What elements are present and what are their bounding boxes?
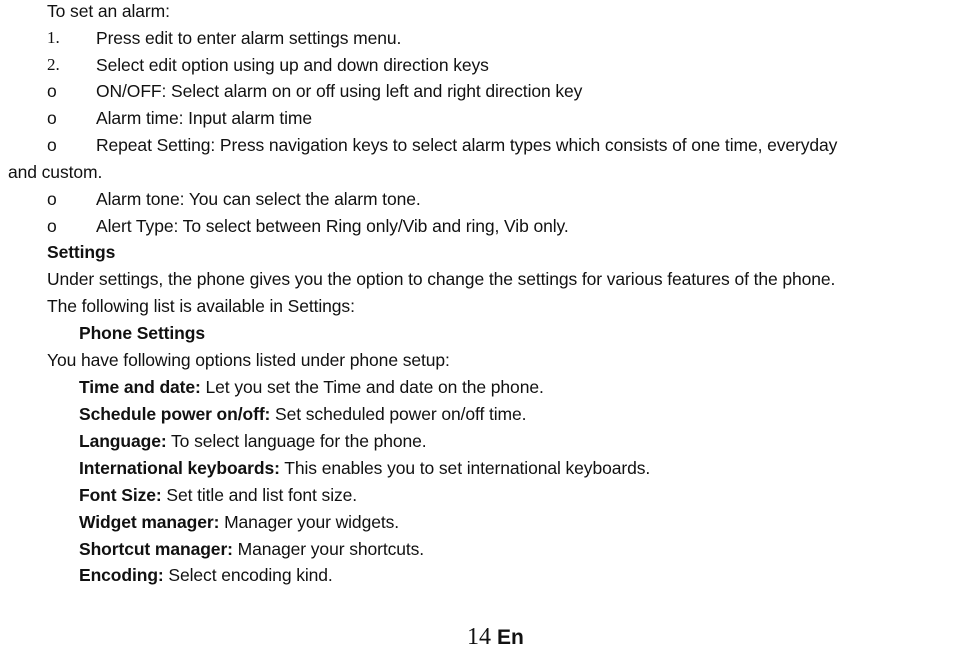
settings-heading: Settings xyxy=(47,242,116,262)
settings-item-term: Encoding: xyxy=(79,565,164,585)
option-text: ON/OFF: Select alarm on or off using left and right direction key xyxy=(96,81,583,101)
settings-item-term: Language: xyxy=(79,431,167,451)
option-text: Repeat Setting: Press navigation keys to select alarm types which consists of one time, everyday xyxy=(96,135,838,155)
language-label: En xyxy=(497,626,524,649)
settings-item-term: Font Size: xyxy=(79,485,162,505)
step-number: 2. xyxy=(47,55,60,74)
bullet-marker: o xyxy=(47,108,57,128)
settings-item-desc: This enables you to set international keyboards. xyxy=(279,458,651,478)
option-text: Alarm tone: You can select the alarm tone. xyxy=(96,189,421,209)
settings-item-desc: Set scheduled power on/off time. xyxy=(270,404,527,424)
settings-item-desc: Set title and list font size. xyxy=(161,485,358,505)
bullet-marker: o xyxy=(47,216,57,236)
bullet-marker: o xyxy=(47,189,57,209)
settings-item-term: Schedule power on/off: xyxy=(79,404,271,424)
settings-item-desc: Manager your shortcuts. xyxy=(232,539,425,559)
settings-item-term: Time and date: xyxy=(79,377,201,397)
page-number: 14 xyxy=(467,624,491,650)
settings-item xyxy=(79,538,424,560)
settings-item xyxy=(79,430,427,452)
settings-item-term: Shortcut manager: xyxy=(79,539,233,559)
settings-item-term: International keyboards: xyxy=(79,458,280,478)
phone-settings-subheading: Phone Settings xyxy=(79,323,205,343)
option-text-continuation: and custom. xyxy=(8,162,103,182)
settings-paragraph: Under settings, the phone gives you the option to change the settings for various features of the phone. xyxy=(47,269,836,289)
settings-item-desc: Let you set the Time and date on the phone. xyxy=(200,377,544,397)
options-intro: You have following options listed under phone setup: xyxy=(47,350,450,370)
settings-item-desc: Manager your widgets. xyxy=(219,512,400,532)
settings-item-desc: To select language for the phone. xyxy=(166,431,427,451)
settings-item xyxy=(79,403,526,425)
option-text: Alarm time: Input alarm time xyxy=(96,108,313,128)
settings-item xyxy=(79,457,650,479)
option-text: Alert Type: To select between Ring only/Vib and ring, Vib only. xyxy=(96,216,569,236)
step-text: Press edit to enter alarm settings menu. xyxy=(96,28,402,48)
step-text: Select edit option using up and down direction keys xyxy=(96,55,489,75)
settings-item xyxy=(79,484,357,506)
settings-item-desc: Select encoding kind. xyxy=(163,565,333,585)
settings-item-term: Widget manager: xyxy=(79,512,220,532)
page-footer xyxy=(467,622,524,655)
settings-item xyxy=(79,511,399,533)
bullet-marker: o xyxy=(47,81,57,101)
settings-item xyxy=(79,564,333,586)
bullet-marker: o xyxy=(47,135,57,155)
step-number: 1. xyxy=(47,28,60,47)
settings-list-intro: The following list is available in Settings: xyxy=(47,296,355,316)
settings-item xyxy=(79,376,544,398)
alarm-intro: To set an alarm: xyxy=(47,1,170,21)
